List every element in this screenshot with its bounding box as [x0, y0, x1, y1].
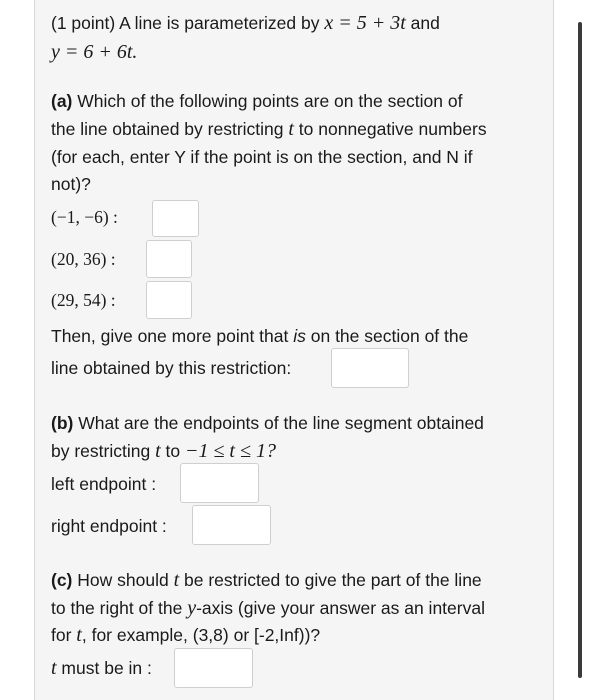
part-b-question	[51, 411, 484, 435]
part-a-extra-line1	[51, 324, 468, 348]
point-1-label: (−1, −6) :	[51, 207, 118, 227]
part-c-text-1a: How should	[72, 570, 174, 590]
problem-header-line2	[51, 40, 137, 64]
left-endpoint-label: left endpoint :	[51, 474, 157, 494]
part-b-text-2b: to	[160, 441, 185, 461]
part-a-extra-line2: line obtained by this restriction:	[51, 358, 292, 378]
left-endpoint-answer-field[interactable]	[180, 463, 259, 503]
part-a-text-2a: the line obtained by restricting	[51, 119, 289, 139]
part-a-var-t: t	[288, 118, 294, 140]
part-a-text-4: not)?	[51, 174, 91, 194]
part-a-text-3: (for each, enter Y if the point is on the section, and N if	[51, 147, 473, 167]
point-1-answer-field[interactable]	[152, 200, 199, 237]
part-c-text-3b: , for example, (3,8) or [-2,Inf))?	[81, 625, 321, 645]
part-c-question-line2	[51, 596, 485, 620]
part-b-inequality: −1 ≤ t ≤ 1?	[184, 440, 276, 462]
problem-header	[51, 11, 440, 35]
part-a-question-line4	[51, 172, 91, 196]
interval-answer-field[interactable]	[174, 648, 253, 688]
part-a-text-2b: to nonnegative numbers	[293, 119, 487, 139]
extra-point-answer-field[interactable]	[331, 348, 409, 388]
part-a-question-line3	[51, 145, 473, 169]
point-3-answer-field[interactable]	[146, 281, 192, 319]
scrollbar[interactable]	[578, 22, 582, 678]
part-a-label: (a)	[51, 91, 73, 111]
part-b-label: (b)	[51, 413, 74, 433]
part-b-question-line2	[51, 439, 276, 463]
part-c-answer-label	[51, 656, 152, 680]
part-a-text-1: Which of the following points are on the section of	[72, 91, 463, 111]
point-3-label: (29, 54) :	[51, 290, 116, 310]
part-b-var-t: t	[155, 440, 161, 462]
y-equation: y = 6 + 6t.	[51, 41, 138, 63]
part-c-var-t-2: t	[76, 624, 82, 646]
point-2-label: (20, 36) :	[51, 249, 116, 269]
header-prefix: (1 point) A line is parameterized by	[51, 13, 325, 33]
part-c-var-t: t	[173, 569, 180, 591]
part-c-text-2a: to the right of the	[51, 598, 188, 618]
part-c-var-y: y	[187, 597, 197, 619]
part-c-label: (c)	[51, 570, 73, 590]
extra-text-1b: on the section of the	[305, 326, 469, 346]
part-a-question-line2	[51, 117, 487, 141]
part-c-answer-text: must be in :	[56, 658, 152, 678]
x-equation: x = 5 + 3t	[324, 12, 406, 34]
part-c-text-1b: be restricted to give the part of the line	[179, 570, 482, 590]
part-c-text-2b: -axis (give your answer as an interval	[196, 598, 485, 618]
part-c-text-3a: for	[51, 625, 77, 645]
extra-text-1a: Then, give one more point that	[51, 326, 294, 346]
part-c-question-line3	[51, 623, 320, 647]
extra-text-emphasis: is	[293, 326, 306, 346]
header-and: and	[405, 13, 440, 33]
part-b-text-1: What are the endpoints of the line segment obtained	[73, 413, 484, 433]
point-2-answer-field[interactable]	[146, 240, 192, 278]
part-b-text-2a: by restricting	[51, 441, 156, 461]
right-endpoint-answer-field[interactable]	[192, 505, 271, 545]
part-c-answer-var: t	[51, 657, 57, 679]
part-a-question	[51, 89, 462, 113]
right-endpoint-label: right endpoint :	[51, 516, 167, 536]
part-c-question	[51, 568, 482, 592]
